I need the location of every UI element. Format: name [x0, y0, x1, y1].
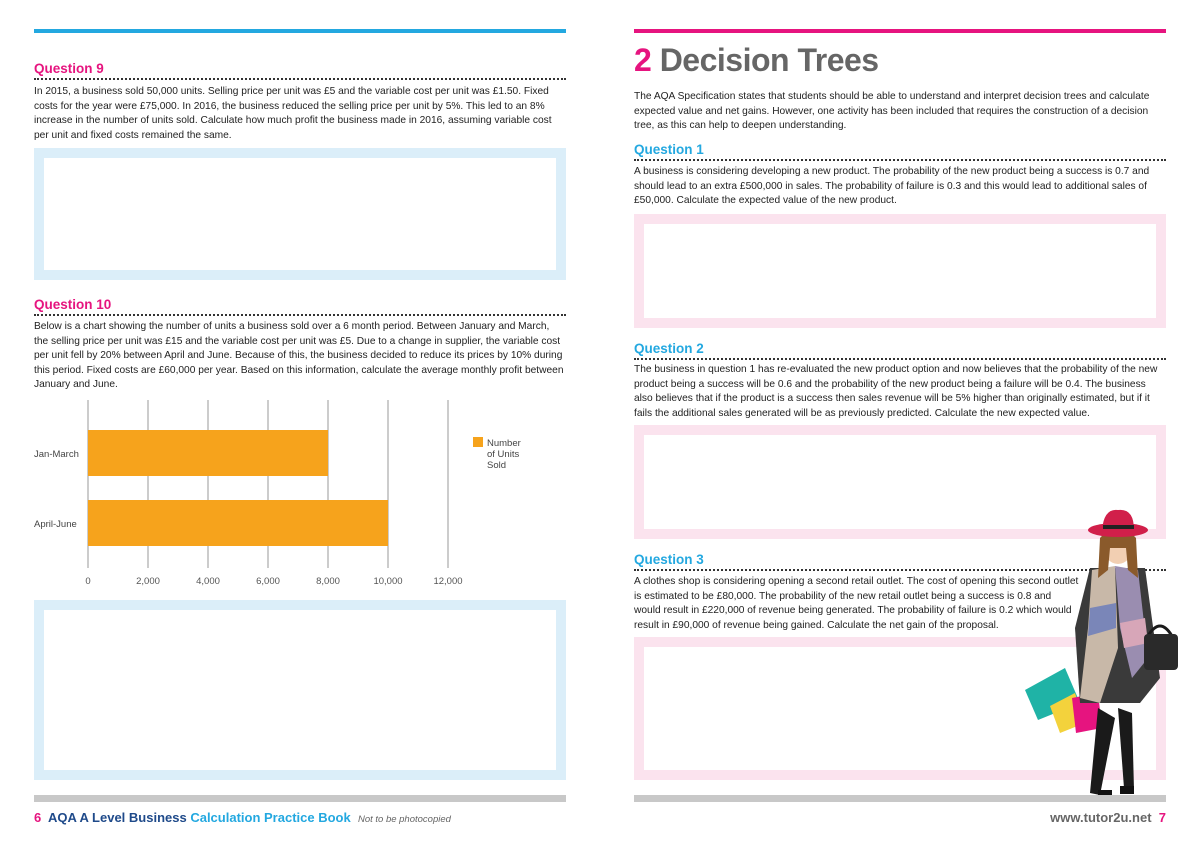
- q2-text: The business in question 1 has re-evaluated the new product option and now believes that the probability of the new product being a success will be 0.6 and the probability of the new product being a failure will be 0.4. The business also believes that if the product is a success then sales revenue will be 5% higher than originally estimated, but if it fails the additional sales generated will be as previously predicted. Calculate the new expected value.: [634, 364, 1158, 419]
- left-footer: [34, 810, 451, 825]
- right-top-bar: [634, 29, 1166, 33]
- left-bottom-bar: [34, 795, 566, 802]
- section-number: 2: [634, 42, 652, 78]
- right-footer: [1050, 810, 1166, 825]
- q10-divider: [34, 314, 566, 316]
- x-tick-label: 6,000: [256, 576, 280, 587]
- q1-title: Question 1: [634, 142, 704, 157]
- q1-text: A business is considering developing a new product. The probability of the new product being a success is 0.7 and should lead to an extra £500,000 in sales. The probability of failure is 0.3 and this would lead to additional sales of £50,000. Calculate the expected value of the new product.: [634, 166, 1150, 207]
- bar: [88, 500, 388, 546]
- q3-text: A clothes shop is considering opening a second retail outlet. The cost of opening this second outlet is estimated to be £80,000. The probability of the new retail outlet being a success is 0.8 and would result in £220,000 of revenue being generated. The probability of failure is 0.2 which would result in £90,000 of revenue being gained. Calculate the net gain of the proposal.: [634, 576, 1079, 631]
- q2-title: Question 2: [634, 341, 704, 356]
- q1-answer-box[interactable]: [634, 214, 1166, 328]
- section-heading: [634, 42, 879, 79]
- q1-divider: [634, 159, 1166, 161]
- q2-divider: [634, 358, 1166, 360]
- copyright-note: Not to be photocopied: [357, 814, 451, 825]
- x-tick-label: 4,000: [196, 576, 220, 587]
- right-bottom-bar: [634, 795, 1166, 802]
- x-tick-label: 12,000: [433, 576, 463, 587]
- section-intro: The AQA Specification states that students should be able to understand and interpret decision trees and calculate expected value and net gains. However, one activity has been included that requires the construction of a decision tree, as this can help to deepen understanding.: [634, 91, 1150, 132]
- q9-title: Question 9: [34, 61, 104, 76]
- handbag: [1144, 634, 1178, 670]
- x-tick-label: 0: [85, 576, 91, 587]
- shopper-illustration: [1020, 508, 1190, 808]
- legend-swatch: [473, 437, 483, 447]
- q9-text: In 2015, a business sold 50,000 units. Selling price per unit was £5 and the variable cost per unit was £1.50. Fixed costs for the year were £75,000. In 2016, the business reduced the selling price per unit by 5%. This led to an 8% increase in the number of units sold. Calculate how much profit the business made in 2016, assuming variable cost per unit and fixed costs remained the same.: [34, 86, 552, 141]
- x-tick-label: 8,000: [316, 576, 340, 587]
- q9-divider: [34, 78, 566, 80]
- left-top-bar: [34, 29, 566, 33]
- category-label: April-June: [34, 519, 77, 530]
- right-page-number: 7: [1158, 810, 1166, 825]
- section-title: Decision Trees: [659, 42, 879, 78]
- book-title-part1: AQA A Level Business: [47, 810, 187, 825]
- x-tick-label: 2,000: [136, 576, 160, 587]
- bar: [88, 430, 328, 476]
- book-title-part2: Calculation Practice Book: [190, 810, 351, 825]
- units-sold-chart: [30, 398, 540, 593]
- q3-title: Question 3: [634, 552, 704, 567]
- q10-text: Below is a chart showing the number of units a business sold over a 6 month period. Between January and March, the selling price per unit was £15 and the variable cost per unit was £5. Due to a change in supplier, the variable cost per unit fell by 20% between April and June. Because of this, the business decided to reduce its prices by 10% during this period. Fixed costs are £60,000 per year. Based on this information, calculate the average monthly profit between January and June.: [34, 321, 564, 391]
- category-label: Jan-March: [34, 449, 79, 460]
- q9-answer-box[interactable]: [34, 148, 566, 280]
- q10-answer-box[interactable]: [34, 600, 566, 780]
- x-tick-label: 10,000: [373, 576, 403, 587]
- left-page-number: 6: [34, 810, 42, 825]
- legend-label: Number of Units Sold: [487, 438, 521, 471]
- q10-title: Question 10: [34, 297, 112, 312]
- website-url[interactable]: www.tutor2u.net: [1050, 810, 1152, 825]
